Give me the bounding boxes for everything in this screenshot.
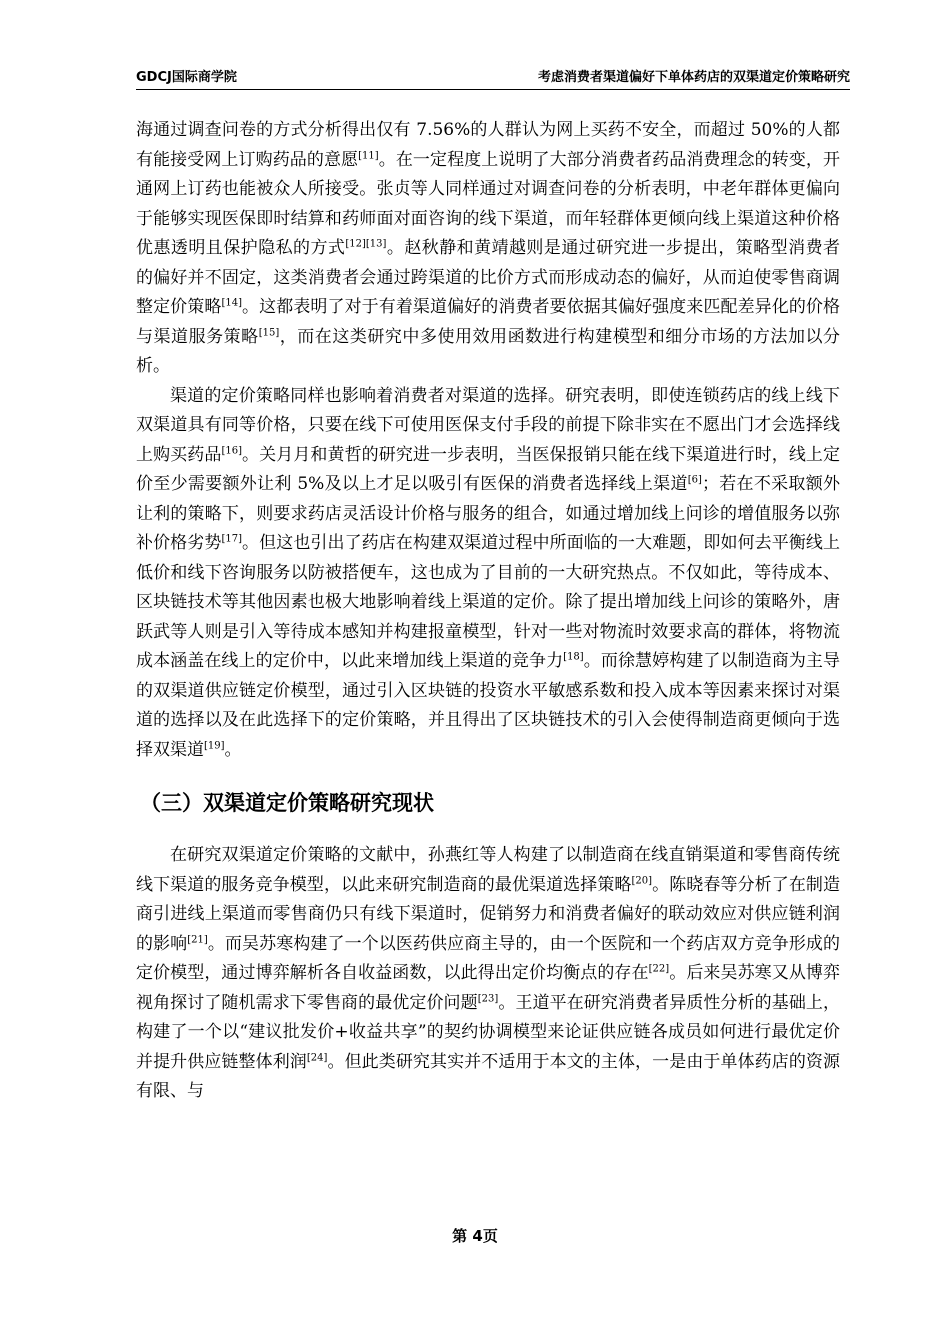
citation-marker: [11] bbox=[358, 149, 379, 161]
citation-marker: [6] bbox=[687, 474, 702, 486]
citation-marker: [22] bbox=[648, 963, 670, 975]
paragraph-text: 海通过调查问卷的方式分析得出仅有 7.56%的人群认为网上买药不安全，而超过 50%的人都有能接受网上订购药品的意愿 bbox=[136, 120, 840, 170]
paragraph-text: ，而在这类研究中多使用效用函数进行构建模型和细分市场的方法加以分析。 bbox=[136, 326, 841, 376]
citation-marker: [16] bbox=[221, 444, 242, 456]
paragraph-text: 。而吴苏寒构建了一个以医药供应商主导的，由一个医院和一个药店双方竞争形成的定价模型，通过博弈解析各自收益函数，以此得出定价均衡点的存在 bbox=[136, 933, 841, 983]
paragraph-text: 。这都表明了对于有着渠道偏好的消费者要依据其偏好强度来匹配差异化的价格与渠道服务策略 bbox=[136, 297, 841, 347]
paragraph-text: 。在一定程度上说明了大部分消费者药品消费理念的转变，开通网上订药也能被众人所接受。张贞等人同样通过对调查问卷的分析表明，中老年群体更偏向于能够实现医保即时结算和药师面对面咨询的线下渠道，而年轻群体更倾向线上渠道这种价格优惠透明且保护隐私的方式 bbox=[136, 149, 841, 258]
body-text bbox=[136, 116, 840, 1107]
section-heading: （三）双渠道定价策略研究现状 bbox=[140, 791, 434, 815]
body-paragraph bbox=[136, 116, 840, 382]
paragraph-text: 。但这也引出了药店在构建双渠道过程中所面临的一大难题，即如何去平衡线上低价和线下咨询服务以防被搭便车，这也成为了目前的一大研究热点。不仅如此，等待成本、区块链技术等其他因素也极大地影响着线上渠道的定价。除了提出增加线上问诊的策略外，唐跃武等人则是引入等待成本感知并构建报童模型，针对一些对物流时效要求高的群体，将物流成本涵盖在线上的定价中，以此来增加线上渠道的竞争力 bbox=[136, 533, 841, 671]
citation-marker: [14] bbox=[221, 297, 242, 309]
paragraph-text: 。但此类研究其实并不适用于本文的主体，一是由于单体药店的资源有限、与 bbox=[136, 1051, 841, 1101]
citation-marker: [23] bbox=[477, 992, 499, 1004]
citation-marker: [20] bbox=[631, 874, 653, 886]
header-rule bbox=[136, 89, 850, 90]
paragraph-text: 。而徐慧婷构建了以制造商为主导的双渠道供应链定价模型，通过引入区块链的投资水平敏感系数和投入成本等因素来探讨对渠道的选择以及在此选择下的定价策略，并且得出了区块链技术的引入会使得制造商更倾向于选择双渠道 bbox=[136, 651, 841, 760]
citation-marker: [15] bbox=[258, 326, 280, 338]
paragraph-text: 。赵秋静和黄靖越则是通过研究进一步提出，策略型消费者的偏好并不固定，这类消费者会通过跨渠道的比价方式而形成动态的偏好，从而迫使零售商调整定价策略 bbox=[136, 238, 841, 317]
header-paper-title: 考虑消费者渠道偏好下单体药店的双渠道定价策略研究 bbox=[537, 70, 850, 85]
paragraphs-before-heading bbox=[136, 116, 840, 765]
citation-marker: [18] bbox=[563, 651, 584, 663]
body-paragraph bbox=[136, 841, 840, 1107]
paragraph-text: 在研究双渠道定价策略的文献中，孙燕红等人构建了以制造商在线直销渠道和零售商传统线下渠道的服务竞争模型，以此来研究制造商的最优渠道选择策略 bbox=[136, 845, 840, 895]
citation-marker: [12][13] bbox=[345, 238, 387, 250]
paragraph-text: 。关月月和黄哲的研究进一步表明，当医保报销只能在线下渠道进行时，线上定价至少需要额外让利 5%及以上才足以吸引有医保的消费者选择线上渠道 bbox=[136, 444, 841, 494]
citation-marker: [17] bbox=[221, 533, 242, 545]
paragraph-text: 。王道平在研究消费者异质性分析的基础上，构建了一个以“建议批发价+收益共享”的契约协调模型来论证供应链各成员如何进行最优定价并提升供应链整体利润 bbox=[136, 992, 840, 1072]
citation-marker: [21] bbox=[187, 933, 208, 945]
citation-marker: [19] bbox=[204, 739, 225, 751]
paragraph-text: 。陈晓春等分析了在制造商引进线上渠道而零售商仍只有线下渠道时，促销努力和消费者偏好的联动效应对供应链利润的影响 bbox=[136, 874, 841, 954]
paragraph-text: ；若在不采取额外让利的策略下，则要求药店灵活设计价格与服务的组合，如通过增加线上问诊的增值服务以弥补价格劣势 bbox=[136, 474, 841, 553]
paragraph-text: 。 bbox=[224, 739, 242, 760]
header-institution: GDCJ国际商学院 bbox=[136, 70, 237, 85]
page-number: 第 4页 bbox=[452, 1227, 498, 1245]
running-header bbox=[136, 66, 850, 88]
citation-marker: [24] bbox=[306, 1051, 328, 1063]
paragraph-text: 渠道的定价策略同样也影响着消费者对渠道的选择。研究表明，即使连锁药店的线上线下双渠道具有同等价格，只要在线下可使用医保支付手段的前提下除非实在不愿出门才会选择线上购买药品 bbox=[136, 385, 840, 465]
paragraphs-after-heading bbox=[136, 841, 840, 1107]
paragraph-text: 。后来吴苏寒又从博弈视角探讨了随机需求下零售商的最优定价问题 bbox=[136, 963, 841, 1013]
body-paragraph bbox=[136, 382, 840, 766]
